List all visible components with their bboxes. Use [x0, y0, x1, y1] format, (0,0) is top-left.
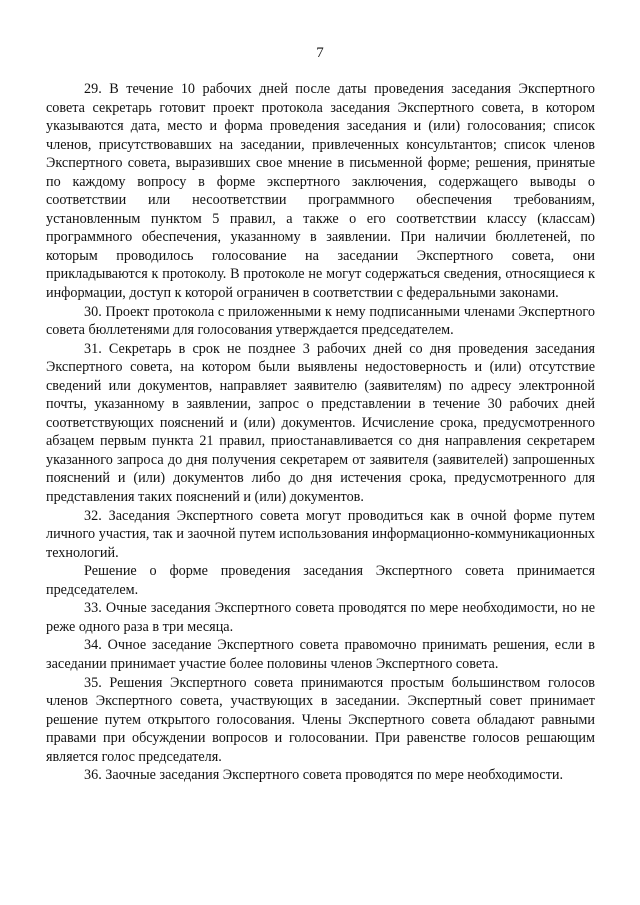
paragraph-34: 34. Очное заседание Экспертного совета правомочно принимать решения, если в заседании принимает участие более половины членов Экспертного совета.	[46, 637, 595, 672]
paragraph-30: 30. Проект протокола с приложенными к нему подписанными членами Экспертного совета бюллетенями для голосования утверждается председателем.	[46, 303, 595, 339]
paragraph-32-continued: Решение о форме проведения заседания Экспертного совета принимается председателем.	[46, 563, 595, 598]
paragraph-36: 36. Заочные заседания Экспертного совета проводятся по мере необходимости.	[84, 767, 564, 784]
paragraph-29: 29. В течение 10 рабочих дней после даты проведения заседания Экспертного совета секретарь готовит проект протокола заседания Экспертного совета, в котором указываются дата, место и форма проведения заседания и (или) голосования; список членов, присутствовавших на заседании, привлеченных консультантов; список членов Экспертного совета, выразивших свое мнение в письменной форме; решения, принятые по каждому вопросу в форме экспертного заключения, содержащего выводы о соответствии или несоответствии программного обеспечения требованиям, установленным пунктом 5 правил, а также о его соответствии классу (классам) программного обеспечения, указанному в заявлении. При наличии бюллетеней, по которым проводилось голосование на заседании Экспертного совета, они прикладываются к протоколу. В протоколе не могут содержаться сведения, относящиеся к информации, доступ к которой ограничен в соответствии с федеральными законами.	[46, 81, 595, 302]
page-number: 7	[316, 45, 324, 61]
paragraph-32: 32. Заседания Экспертного совета могут проводиться как в очной форме путем личного участия, так и заочной путем использования информационно-коммуникационных технологий.	[46, 507, 595, 561]
document-body	[46, 80, 595, 785]
paragraph-33: 33. Очные заседания Экспертного совета проводятся по мере необходимости, но не реже одного раза в три месяца.	[46, 600, 595, 635]
paragraph-35: 35. Решения Экспертного совета принимаются простым большинством голосов членов Экспертного совета, участвующих в заседании. Экспертный совет принимает решение путем открытого голосования. Члены Экспертного совета обладают равными правами при обсуждении вопросов и голосовании. При равенстве голосов решающим является голос председателя.	[46, 674, 595, 765]
paragraph-31: 31. Секретарь в срок не позднее 3 рабочих дней со дня проведения заседания Экспертного совета, на котором были выявлены недостоверность и (или) отсутствие сведений или документов, направляет заявителю (заявителям) по адресу электронной почты, указанному в заявлении, запрос о представлении в течение 30 рабочих дней соответствующих пояснений и (или) документов. Исчисление срока, предусмотренного абзацем первым пункта 21 правил, приостанавливается со дня направления секретарем указанного запроса до дня получения секретарем от заявителя (заявителей) запрошенных пояснений и (или) документов либо до дня истечения срока, предусмотренного для представления таких пояснений и (или) документов.	[46, 340, 595, 506]
